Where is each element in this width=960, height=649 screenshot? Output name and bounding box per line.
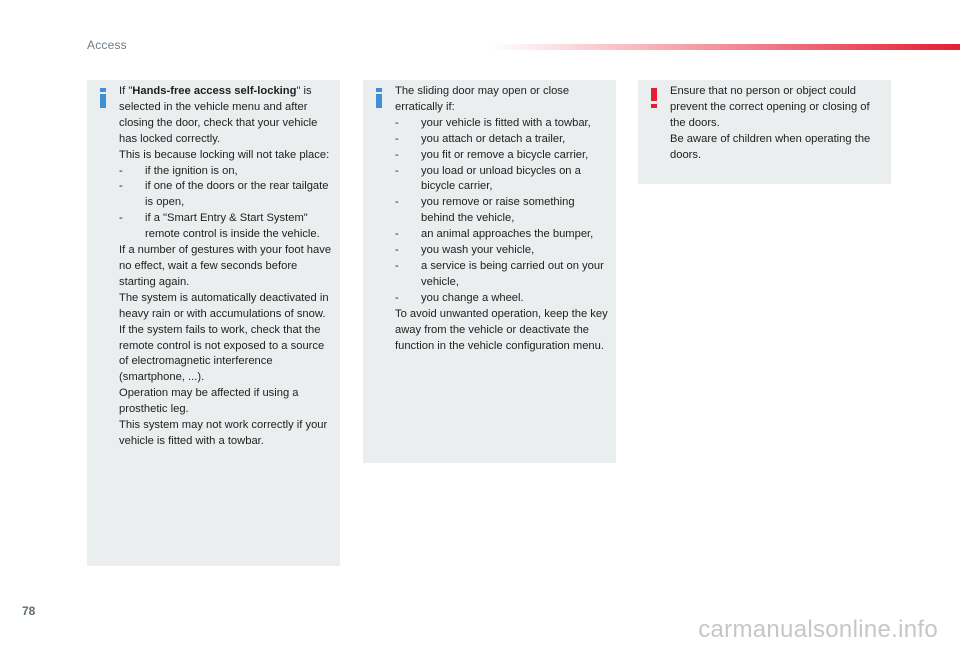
warning-box-doors xyxy=(638,80,891,184)
list-item: - you load or unload bicycles on a bicycle carrier, xyxy=(395,164,581,193)
intro-paragraph: If "Hands-free access self-locking" is selected in the vehicle menu and after closing the door, check that your vehicle has locked correctly. xyxy=(119,85,318,145)
list-item: - you remove or raise something behind the vehicle, xyxy=(395,196,575,225)
list-item: - you attach or detach a trailer, xyxy=(395,132,566,145)
watermark: carmanualsonline.info xyxy=(698,616,938,643)
list-item: - you fit or remove a bicycle carrier, xyxy=(395,148,589,161)
list-item: - your vehicle is fitted with a towbar, xyxy=(395,116,591,129)
warning-icon xyxy=(648,88,660,108)
paragraph: The system is automatically deactivated in heavy rain or with accumulations of snow. xyxy=(119,291,329,320)
info-box-text xyxy=(119,84,335,450)
list-item: - you wash your vehicle, xyxy=(395,244,535,257)
list-item: - you change a wheel. xyxy=(395,291,524,304)
header-accent-bar xyxy=(490,44,960,50)
paragraph: If a number of gestures with your foot have no effect, wait a few seconds before starting again. xyxy=(119,244,332,288)
info-icon xyxy=(373,88,385,108)
intro-paragraph: The sliding door may open or close erratically if: xyxy=(395,85,570,113)
warning-box-text xyxy=(670,84,886,164)
list-item: - a service is being carried out on your vehicle, xyxy=(395,259,604,288)
paragraph: To avoid unwanted operation, keep the key away from the vehicle or deactivate the function in the vehicle configuration menu. xyxy=(395,307,608,352)
paragraph: If the system fails to work, check that the remote control is not exposed to a source of electromagnetic interference (smartphone, ...). xyxy=(119,323,325,384)
info-icon xyxy=(97,88,109,108)
list-item: - if a "Smart Entry & Start System" remote control is inside the vehicle. xyxy=(119,212,320,241)
page-number: 78 xyxy=(22,604,36,618)
list-item: - if one of the doors or the rear tailgate is open, xyxy=(119,180,329,209)
paragraph: Be aware of children when operating the doors. xyxy=(670,132,871,161)
info-box-text xyxy=(395,84,611,354)
paragraph: Ensure that no person or object could prevent the correct opening or closing of the doors. xyxy=(670,85,870,129)
section-title: Access xyxy=(87,38,127,52)
setting-name: Hands-free access self-locking xyxy=(132,85,297,97)
paragraph: This system may not work correctly if your vehicle is fitted with a towbar. xyxy=(119,419,328,447)
paragraph: Operation may be affected if using a prosthetic leg. xyxy=(119,387,299,416)
info-box-hands-free-locking xyxy=(87,80,340,566)
paragraph: This is because locking will not take place: xyxy=(119,148,330,161)
list-item: - an animal approaches the bumper, xyxy=(395,228,594,241)
list-item: - if the ignition is on, xyxy=(119,164,238,177)
info-box-sliding-door xyxy=(363,80,616,463)
